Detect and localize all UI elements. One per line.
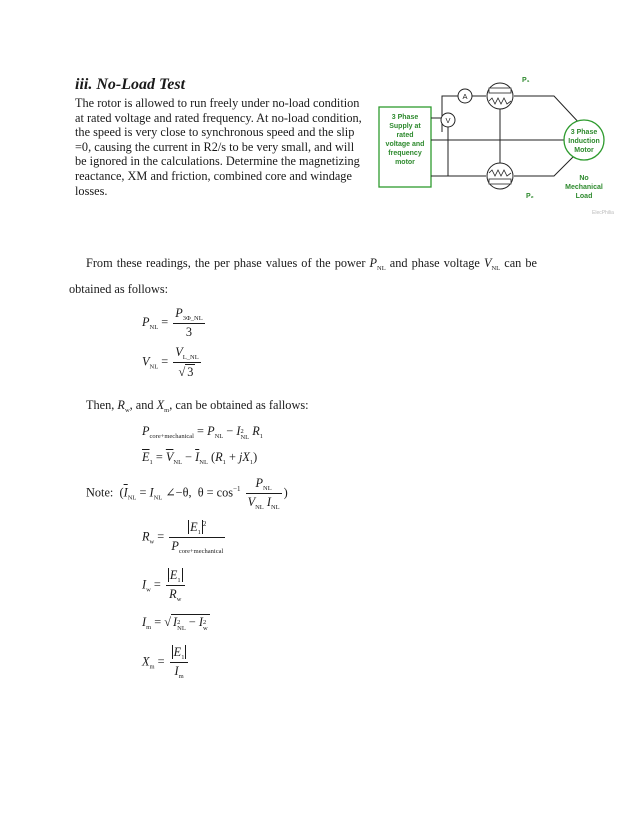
p2-label: P₂	[526, 193, 534, 200]
p1-label: P₁	[522, 77, 530, 84]
svg-text:3 Phase: 3 Phase	[570, 129, 598, 136]
formula-p-nl: $P_{NL}$ = $\frac{P_{3\Phi\_NL}}{3}$	[142, 306, 203, 339]
svg-text:Induction: Induction	[568, 138, 600, 145]
svg-text:Motor: Motor	[574, 147, 594, 154]
voltmeter-label: V	[445, 116, 451, 125]
description-paragraph: The rotor is allowed to run freely under no-load condition at rated voltage and rated frequency. At no-load condition, the speed is very close to synchronous speed and the slip =0, causing the current in R2/s to be very small, and will be ignored in the calculations. Determine the magnetizing reactance, XM and friction, combined core and windage losses.	[75, 96, 362, 198]
then-line: Then, $R_w$, and $X_m$, can be obtained as fallows:	[86, 398, 309, 414]
wiring	[431, 96, 582, 176]
svg-text:Supply at: Supply at	[389, 123, 421, 130]
svg-text:Load: Load	[575, 193, 593, 200]
svg-text:Mechanical: Mechanical	[565, 184, 603, 191]
formula-iw: $I_w$ = $\frac{E_1}{R_w}$	[142, 568, 187, 603]
svg-text:3 Phase: 3 Phase	[391, 114, 419, 121]
formula-im: $I_m$ = √ I2 NL − I2 w	[142, 615, 208, 632]
wattmeter-p2-icon	[487, 163, 513, 189]
intro-line-1: From these readings, the per phase values of the power $P_{NL}$ and phase voltage $V_{NL}$ can be	[86, 256, 537, 272]
wattmeter-p1-icon	[487, 83, 513, 109]
intro-line-2: obtained as follows:	[69, 282, 169, 296]
svg-text:frequency: frequency	[388, 150, 422, 157]
formula-p-core-mechanical: $P_{core+mechanical} = P_{NL} - I2$ NL $R_1$	[142, 424, 263, 441]
svg-text:No: No	[579, 175, 589, 182]
section-heading: iii. No-Load Test	[75, 76, 186, 93]
no-load-test-circuit-diagram	[376, 74, 614, 222]
watermark: ElecPhilia	[592, 210, 614, 216]
formula-xm: $X_m$ = $\frac{E_1}{I_m}$	[142, 645, 190, 680]
formula-e1: $\overline{E}_1 = \overline{V}_{NL} - \overline{I}_{NL}$ $(R_1 + jX_1)$	[142, 450, 258, 466]
svg-text:voltage and: voltage and	[385, 141, 425, 148]
formula-v-nl: $V_{NL}$ = $\frac{V_{L\_NL}}{√ 3}$	[142, 345, 199, 379]
note-formula: Note: ($\overline{I}_{NL} = I_{NL}$ ∠−θ, $\theta = \cos^{-1}$ $\frac{P_{NL}}{V_{NL} I_{NL}}$ )	[86, 476, 288, 511]
formula-rw: $R_w$ = $\frac{E_1^2}{P_{core+mechanical}}$	[142, 520, 224, 556]
svg-text:rated: rated	[396, 132, 414, 139]
load-label	[565, 175, 603, 200]
svg-text:motor: motor	[395, 159, 415, 166]
ammeter-label: A	[462, 92, 468, 101]
